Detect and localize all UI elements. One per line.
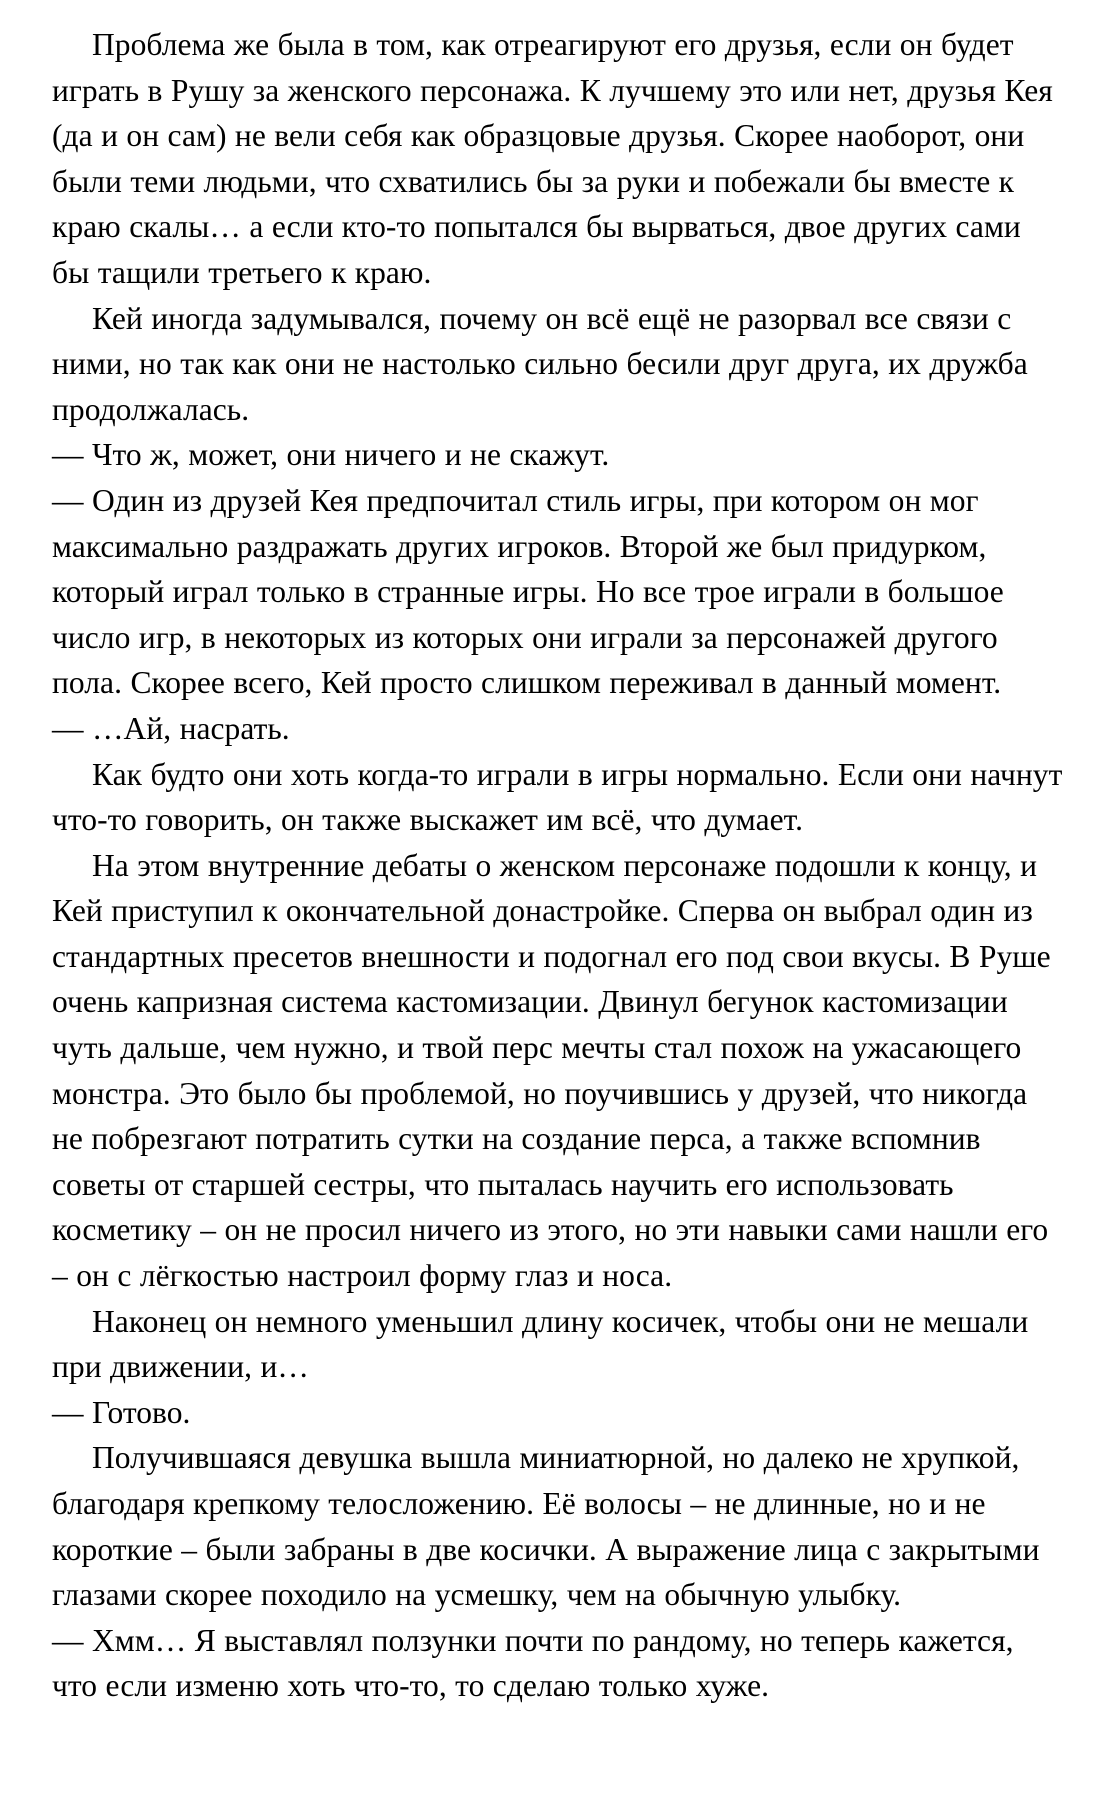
dialogue-line: — Готово. xyxy=(52,1394,191,1430)
body-paragraph: Проблема же была в том, как отреагируют его друзья, если он будет играть в Рушу за женского персонажа. К лучшему это или нет, друзья Кея (да и он сам) не вели себя как образцовые друзья. Скорее наоборот, они были теми людьми, что схватились бы за руки и побежали бы вместе к краю скалы… а если кто-то попытался бы вырваться, двое других сами бы тащили третьего к краю. xyxy=(52,27,1053,290)
dialogue-line: — …Ай, насрать. xyxy=(52,710,290,746)
dialogue-line: — Один из друзей Кея предпочитал стиль игры, при котором он мог максимально раздражать других игроков. Второй же был придурком, который играл только в странные игры. Но все трое играли в большое число игр, в некоторых из которых они играли за персонажей другого пола. Скорее всего, Кей просто слишком переживал в данный момент. xyxy=(52,482,1004,701)
body-paragraph: Получившаяся девушка вышла миниатюрной, но далеко не хрупкой, благодаря крепкому телосложению. Её волосы – не длинные, но и не короткие – были забраны в две косички. А выражение лица с закрытыми глазами скорее походило на усмешку, чем на обычную улыбку. xyxy=(52,1440,1040,1613)
dialogue-line: — Что ж, может, они ничего и не скажут. xyxy=(52,437,610,473)
body-paragraph: Как будто они хоть когда-то играли в игры нормально. Если они начнут что-то говорить, он также выскажет им всё, что думает. xyxy=(52,756,1063,838)
body-paragraph: На этом внутренние дебаты о женском персонаже подошли к концу, и Кей приступил к окончательной донастройке. Сперва он выбрал один из стандартных пресетов внешности и подогнал его под свои вкусы. В Руше очень капризная система кастомизации. Двинул бегунок кастомизации чуть дальше, чем нужно, и твой перс мечты стал похож на ужасающего монстра. Это было бы проблемой, но поучившись у друзей, что никогда не побрезгают потратить сутки на создание перса, а также вспомнив советы от старшей сестры, что пыталась научить его использовать косметику – он не просил ничего из этого, но эти навыки сами нашли его – он с лёгкостью настроил форму глаз и носа. xyxy=(52,847,1051,1294)
page-body-text xyxy=(52,22,1063,1709)
body-paragraph: Кей иногда задумывался, почему он всё ещё не разорвал все связи с ними, но так как они не настолько сильно бесили друг друга, их дружба продолжалась. xyxy=(52,300,1028,427)
dialogue-line: — Хмм… Я выставлял ползунки почти по рандому, но теперь кажется, что если изменю хоть что-то, то сделаю только хуже. xyxy=(52,1622,1014,1704)
body-paragraph: Наконец он немного уменьшил длину косичек, чтобы они не мешали при движении, и… xyxy=(52,1303,1029,1385)
